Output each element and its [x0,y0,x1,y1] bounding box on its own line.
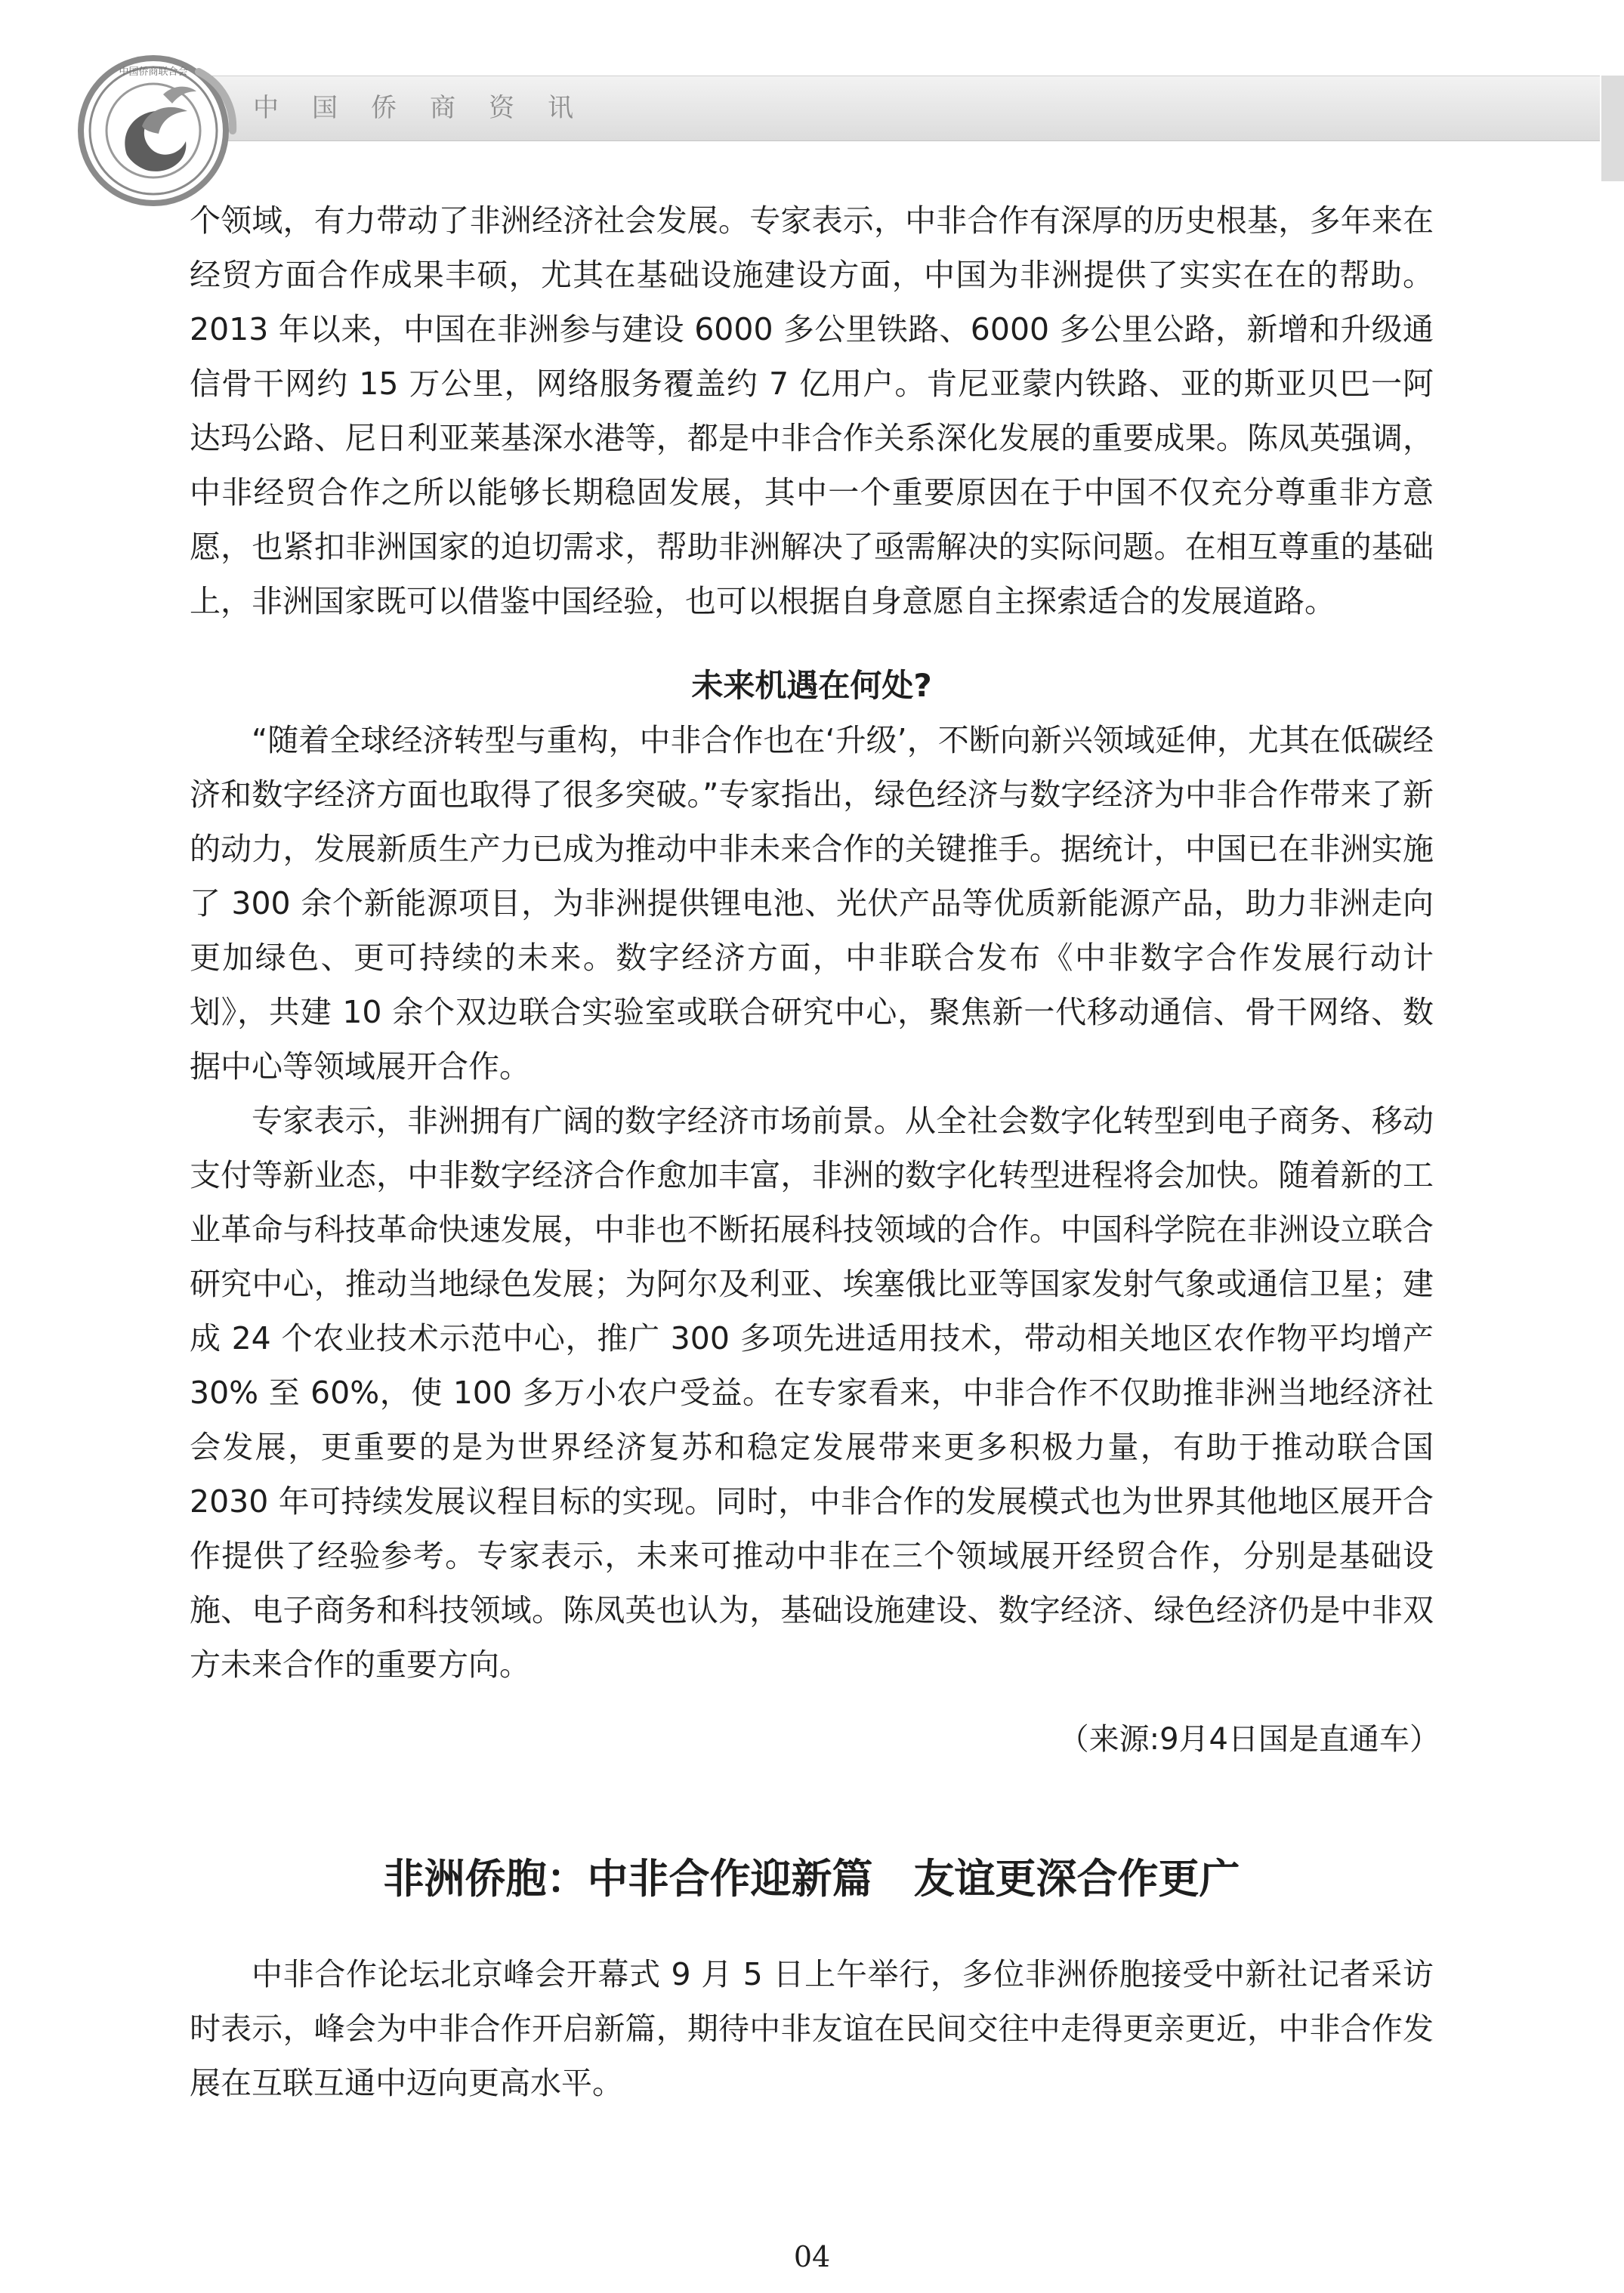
header-title: 中国侨商资讯 [253,93,607,123]
paragraph-intro: 个领域，有力带动了非洲经济社会发展。专家表示，中非合作有深厚的历史根基，多年来在经贸方面合作成果丰硕，尤其在基础设施建设方面，中国为非洲提供了实实在在的帮助。2013 年以来，中国在非洲参与建设 6000 多公里铁路、6000 多公里公路，新增和升级通信骨干网约 15 万公里，网络服务覆盖约 7 亿用户。肯尼亚蒙内铁路、亚的斯亚贝巴一阿达玛公路、尼日利亚莱基深水港等，都是中非合作关系深化发展的重要成果。陈凤英强调，中非经贸合作之所以能够长期稳固发展，其中一个重要原因在于中国不仅充分尊重非方意愿，也紧扣非洲国家的迫切需求，帮助非洲解决了亟需解决的实际问题。在相互尊重的基础上，非洲国家既可以借鉴中国经验，也可以根据自身意愿自主探索适合的发展道路。 [190,202,1434,619]
paragraph-2: “随着全球经济转型与重构，中非合作也在‘升级’，不断向新兴领域延伸，尤其在低碳经济和数字经济方面也取得了很多突破。”专家指出，绿色经济与数字经济为中非合作带来了新的动力，发展新质生产力已成为推动中非未来合作的关键推手。据统计，中国已在非洲实施了 300 余个新能源项目，为非洲提供锂电池、光伏产品等优质新能源产品，助力非洲走向更加绿色、更可持续的未来。数字经济方面，中非联合发布《中非数字合作发展行动计划》，共建 10 余个双边联合实验室或联合研究中心，聚焦新一代移动通信、骨干网络、数据中心等领域展开合作。 [190,722,1434,1085]
article-paragraph-1: 中非合作论坛北京峰会开幕式 9 月 5 日上午举行，多位非洲侨胞接受中新社记者采访时表示，峰会为中非合作开启新篇，期待中非友谊在民间交往中走得更亲更近，中非合作发展在互联互通中迈向更高水平。 [190,1956,1434,2101]
svg-text:中国侨商联合会: 中国侨商联合会 [119,66,188,78]
article-body [190,1947,1434,2110]
section-body [190,713,1434,1692]
body-continued-text [190,193,1434,628]
section-heading: 未来机遇在何处? [691,667,932,704]
association-logo [66,42,240,215]
article-title: 非洲侨胞：中非合作迎新篇 友谊更深合作更广 [383,1855,1240,1903]
header-edge-tab [1600,76,1624,181]
page-number: 04 [793,2240,831,2273]
association-logo-graphic [66,42,240,215]
paragraph-3: 专家表示，非洲拥有广阔的数字经济市场前景。从全社会数字化转型到电子商务、移动支付等新业态，中非数字经济合作愈加丰富，非洲的数字化转型进程将会加快。随着新的工业革命与科技革命快速发展，中非也不断拓展科技领域的合作。中国科学院在非洲设立联合研究中心，推动当地绿色发展；为阿尔及利亚、埃塞俄比亚等国家发射气象或通信卫星；建成 24 个农业技术示范中心，推广 300 多项先进适用技术，带动相关地区农作物平均增产 30% 至 60%，使 100 多万小农户受益。在专家看来，中非合作不仅助推非洲当地经济社会发展，更重要的是为世界经济复苏和稳定发展带来更多积极力量，有助于推动联合国 2030 年可持续发展议程目标的实现。同时，中非合作的发展模式也为世界其他地区展开合作提供了经验参考。专家表示，未来可推动中非在三个领域展开经贸合作，分别是基础设施、电子商务和科技领域。陈凤英也认为，基础设施建设、数字经济、绿色经济仍是中非双方未来合作的重要方向。 [190,1103,1434,1683]
source-citation: （来源:9月4日国是直通车） [1058,1722,1440,1757]
